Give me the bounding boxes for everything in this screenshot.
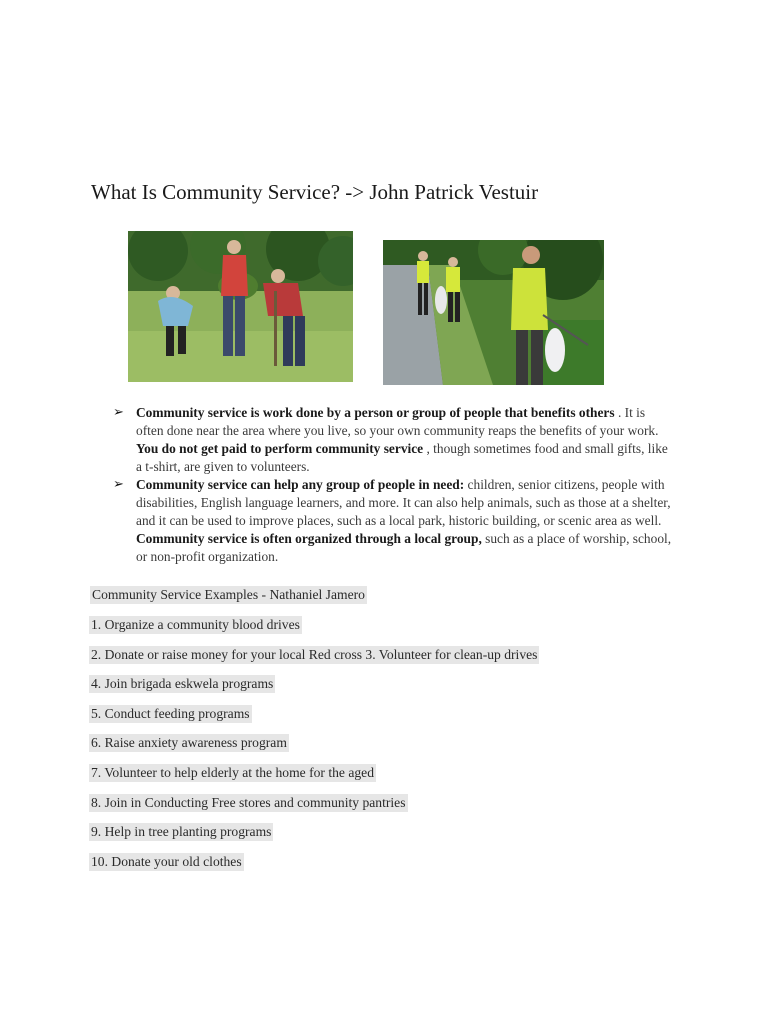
info-bullets bbox=[112, 404, 672, 566]
bullet-1-text-1: . It is often done near the area where you live, so your own community reaps the benefits of your work. bbox=[136, 405, 659, 438]
bullet-definition bbox=[112, 404, 672, 476]
list-item: 4. Join brigada eskwela programs bbox=[91, 676, 274, 691]
list-item: 5. Conduct feeding programs bbox=[91, 706, 250, 721]
list-item: 7. Volunteer to help elderly at the home for the aged bbox=[91, 765, 374, 780]
list-item: 10. Donate your old clothes bbox=[91, 854, 242, 869]
list-item: 2. Donate or raise money for your local Red cross 3. Volunteer for clean-up drives bbox=[91, 647, 538, 662]
bullet-2-bold-1: Community service can help any group of people in need: bbox=[136, 477, 465, 492]
arrow-bullet-icon: ➢ bbox=[113, 405, 124, 420]
bullet-groups bbox=[112, 476, 672, 566]
bullet-1-text-2: , though sometimes food and small gifts, like a t-shirt, are given to volunteers. bbox=[136, 441, 668, 474]
bullet-2-bold-2: Community service is often organized through a local group, bbox=[136, 531, 482, 546]
bullet-1-bold-2: You do not get paid to perform community service bbox=[136, 441, 424, 456]
examples-heading: Community Service Examples - Nathaniel Jamero bbox=[92, 587, 365, 602]
list-item: 1. Organize a community blood drives bbox=[91, 617, 300, 632]
bullet-1-bold-1: Community service is work done by a person or group of people that benefits others bbox=[136, 405, 615, 420]
tree-planting-photo bbox=[128, 231, 353, 382]
litter-cleanup-photo bbox=[383, 240, 604, 385]
page-title: What Is Community Service? -> John Patrick Vestuir bbox=[91, 180, 539, 204]
arrow-bullet-icon: ➢ bbox=[113, 477, 124, 492]
list-item: 8. Join in Conducting Free stores and community pantries bbox=[91, 795, 406, 810]
list-item: 6. Raise anxiety awareness program bbox=[91, 735, 287, 750]
bullet-2-text-1: children, senior citizens, people with disabilities, English language learners, and more. It can also help animals, such as those at a shelter, and it can be used to improve places, such as a local park, historic building, or scenic area as well. bbox=[136, 477, 671, 528]
list-item: 9. Help in tree planting programs bbox=[91, 824, 272, 839]
bullet-2-text-2: such as a place of worship, school, or non-profit organization. bbox=[136, 531, 672, 564]
